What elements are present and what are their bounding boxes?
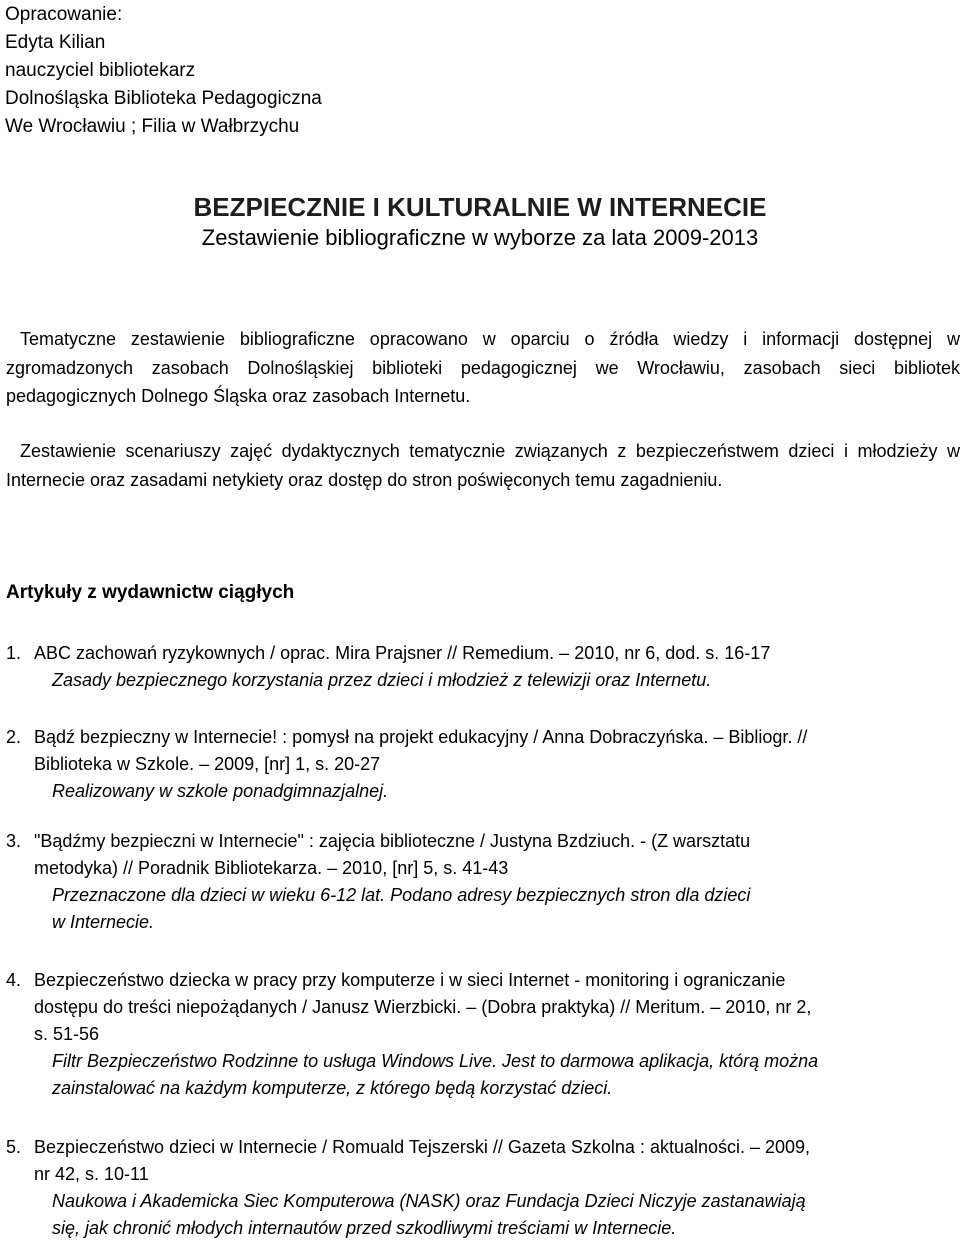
entry-annotation (52, 778, 956, 805)
entry-citation (34, 967, 956, 1048)
annotation-line: Przeznaczone dla dzieci w wieku 6-12 lat. Podano adresy bezpiecznych stron dla dzieci (52, 885, 751, 905)
entry-annotation (52, 667, 956, 694)
annotation-line: Filtr Bezpieczeństwo Rodzinne to usługa Windows Live. Jest to darmowa aplikacja, którą można (52, 1051, 819, 1071)
citation-line: "Bądźmy bezpieczni w Internecie" : zajęcia biblioteczne / Justyna Bzdziuch. - (Z warsztatu (34, 831, 751, 851)
bibliography-entry (6, 640, 956, 694)
annotation-line: zainstalować na każdym komputerze, z którego będą korzystać dzieci. (52, 1078, 613, 1098)
document-title: BEZPIECZNIE I KULTURALNIE W INTERNECIE (193, 192, 767, 222)
entry-annotation (52, 882, 956, 936)
annotation-line: się, jak chronić młodych internautów przed szkodliwymi treściami w Internecie. (52, 1218, 677, 1238)
institution-branch: We Wrocławiu ; Filia w Wałbrzychu (5, 116, 300, 137)
author-name: Edyta Kilian (5, 32, 106, 53)
entry-annotation (52, 1188, 956, 1242)
section-heading: Artykuły z wydawnictw ciągłych (6, 582, 295, 603)
entry-citation (34, 724, 956, 778)
entry-citation (34, 1134, 956, 1188)
intro-paragraph-2-text: Zestawienie scenariuszy zajęć dydaktycznych tematycznie związanych z bezpieczeństwem dzieci i młodzieży w Internecie oraz zasadami netykiety oraz dostęp do stron poświęconych temu zagadnieniu. (6, 441, 960, 490)
citation-line: Bezpieczeństwo dziecka w pracy przy komputerze i w sieci Internet - monitoring i ograniczanie (34, 970, 786, 990)
intro-paragraph-2 (6, 437, 960, 494)
citation-line: ABC zachowań ryzykownych / oprac. Mira Prajsner // Remedium. – 2010, nr 6, dod. s. 16-17 (34, 643, 771, 663)
citation-line: dostępu do treści niepożądanych / Janusz Wierzbicki. – (Dobra praktyka) // Meritum. – 2010, nr 2, (34, 997, 812, 1017)
bibliography-entry (6, 828, 956, 936)
document-subtitle: Zestawienie bibliograficzne w wyborze za lata 2009-2013 (201, 225, 759, 250)
citation-line: Biblioteka w Szkole. – 2009, [nr] 1, s. 20-27 (34, 754, 381, 774)
entry-number: 1. (6, 643, 22, 663)
entry-number: 3. (6, 831, 22, 851)
entry-citation (34, 640, 956, 667)
citation-line: Bezpieczeństwo dzieci w Internecie / Romuald Tejszerski // Gazeta Szkolna : aktualności. – 2009, (34, 1137, 811, 1157)
entry-citation (34, 828, 956, 882)
entry-number: 2. (6, 727, 22, 747)
entry-number: 5. (6, 1137, 22, 1157)
institution-name: Dolnośląska Biblioteka Pedagogiczna (5, 88, 322, 109)
citation-line: s. 51-56 (34, 1024, 100, 1044)
annotation-line: Realizowany w szkole ponadgimnazjalnej. (52, 781, 389, 801)
author-role: nauczyciel bibliotekarz (5, 60, 196, 81)
annotation-line: Naukowa i Akademicka Siec Komputerowa (NASK) oraz Fundacja Dzieci Niczyje zastanawiają (52, 1191, 806, 1211)
entry-annotation (52, 1048, 956, 1102)
bibliography-entry (6, 724, 956, 805)
annotation-line: Zasady bezpiecznego korzystania przez dzieci i młodzież z telewizji oraz Internetu. (52, 670, 712, 690)
header-label: Opracowanie: (5, 4, 123, 25)
author-header (5, 1, 322, 141)
title-block (0, 191, 960, 253)
citation-line: Bądź bezpieczny w Internecie! : pomysł na projekt edukacyjny / Anna Dobraczyńska. – Bibliogr. // (34, 727, 808, 747)
bibliography-entry (6, 967, 956, 1102)
intro-paragraph-1 (6, 325, 960, 411)
citation-line: metodyka) // Poradnik Bibliotekarza. – 2010, [nr] 5, s. 41-43 (34, 858, 509, 878)
annotation-line: w Internecie. (52, 912, 155, 932)
bibliography-entry (6, 1134, 956, 1242)
entry-number: 4. (6, 970, 22, 990)
intro-paragraph-1-text: Tematyczne zestawienie bibliograficzne opracowano w oparciu o źródła wiedzy i informacji dostępnej w zgromadzonych zasobach Dolnośląskiej biblioteki pedagogicznej we Wrocławiu, zasobach sieci bibliotek pedagogicznych Dolnego Śląska oraz zasobach Internetu. (6, 329, 960, 406)
citation-line: nr 42, s. 10-11 (34, 1164, 149, 1184)
